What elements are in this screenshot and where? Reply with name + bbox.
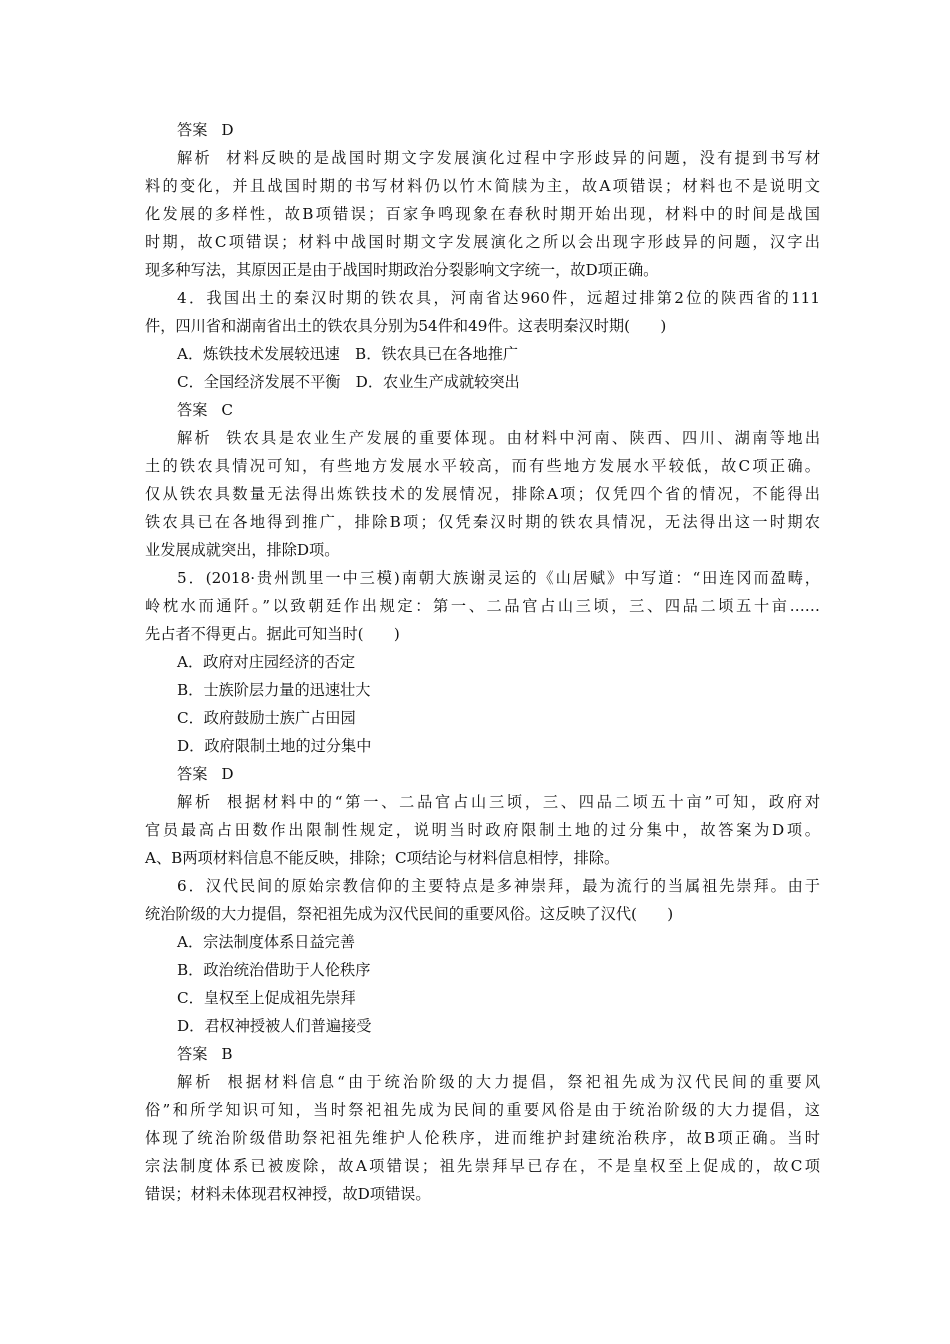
analysis-label: 解析 <box>177 1073 214 1091</box>
q4-analysis-line: 铁农具已在各地得到推广，排除B项；仅凭秦汉时期的铁农具情况，无法得出这一时期农 <box>145 513 820 531</box>
q5-stem-line: 先占者不得更占。据此可知当时( ) <box>145 625 400 643</box>
q3-analysis-line: 料的变化，并且战国时期的书写材料仍以竹木简牍为主，故A项错误；材料也不是说明文 <box>145 177 820 195</box>
q6-stem-line: 统治阶级的大力提倡，祭祀祖先成为汉代民间的重要风俗。这反映了汉代( ) <box>145 905 674 923</box>
q3-analysis-line <box>145 144 820 172</box>
q5-analysis-line: 官员最高占田数作出限制性规定，说明当时政府限制土地的过分集中，故答案为D项。 <box>145 821 820 839</box>
q6-stem-line: 6．汉代民间的原始宗教信仰的主要特点是多神崇拜，最为流行的当属祖先崇拜。由于 <box>177 877 820 895</box>
answer-label: 答案 <box>177 1045 208 1063</box>
document-page <box>145 116 820 1208</box>
q5-analysis-line <box>145 788 820 816</box>
q5-option-b: B．士族阶层力量的迅速壮大 <box>177 681 371 699</box>
analysis-label: 解析 <box>177 429 213 447</box>
analysis-label: 解析 <box>177 149 213 167</box>
answer-value: C <box>221 401 233 419</box>
q4-answer-line <box>145 396 820 424</box>
q5-option-d: D．政府限制土地的过分集中 <box>177 737 372 755</box>
q5-stem-line: 岭枕水而通阡。”以致朝廷作出规定：第一、二品官占山三顷，三、四品二顷五十亩…… <box>145 597 820 615</box>
q6-option-a: A．宗法制度体系日益完善 <box>177 933 356 951</box>
q6-analysis-line: 俗”和所学知识可知，当时祭祀祖先成为民间的重要风俗是由于统治阶级的大力提倡，这 <box>145 1101 820 1119</box>
q5-option-a: A．政府对庄园经济的否定 <box>177 653 356 671</box>
q5-stem-line: 5．(2018·贵州凯里一中三模)南朝大族谢灵运的《山居赋》中写道：“田连冈而盈畴， <box>177 569 820 587</box>
q3-analysis-line: 时期，故C项错误；材料中战国时期文字发展演化之所以会出现字形歧异的问题，汉字出 <box>145 233 820 251</box>
q4-option-line: C．全国经济发展不平衡 D．农业生产成就较突出 <box>177 373 520 391</box>
q6-analysis-line: 错误；材料未体现君权神授，故D项错误。 <box>145 1185 431 1203</box>
q5-option-c: C．政府鼓励士族广占田园 <box>177 709 356 727</box>
q4-analysis-line: 业发展成就突出，排除D项。 <box>145 541 340 559</box>
q4-stem-line: 件，四川省和湖南省出土的铁农具分别为54件和49件。这表明秦汉时期( ) <box>145 317 667 335</box>
q4-analysis-line: 仅从铁农具数量无法得出炼铁技术的发展情况，排除A项；仅凭四个省的情况，不能得出 <box>145 485 820 503</box>
q4-option-line: A．炼铁技术发展较迅速 B．铁农具已在各地推广 <box>177 345 519 363</box>
answer-value: D <box>221 765 234 783</box>
q6-option-d: D．君权神授被人们普遍接受 <box>177 1017 372 1035</box>
q4-analysis-line: 土的铁农具情况可知，有些地方发展水平较高，而有些地方发展水平较低，故C项正确。 <box>145 457 820 475</box>
q6-analysis-line: 宗法制度体系已被废除，故A项错误；祖先崇拜早已存在，不是皇权至上促成的，故C项 <box>145 1157 820 1175</box>
answer-value: D <box>221 121 234 139</box>
analysis-text: 铁农具是农业生产发展的重要体现。由材料中河南、陕西、四川、湖南等地出 <box>226 429 821 447</box>
answer-label: 答案 <box>177 765 208 783</box>
q3-analysis-line: 现多种写法，其原因正是由于战国时期政治分裂影响文字统一，故D项正确。 <box>145 261 659 279</box>
answer-label: 答案 <box>177 401 208 419</box>
q6-option-c: C．皇权至上促成祖先崇拜 <box>177 989 356 1007</box>
analysis-text: 根据材料信息“由于统治阶级的大力提倡，祭祀祖先成为汉代民间的重要风 <box>227 1073 821 1091</box>
q5-analysis-line: A、B两项材料信息不能反映，排除；C项结论与材料信息相悖，排除。 <box>145 849 620 867</box>
q6-option-b: B．政治统治借助于人伦秩序 <box>177 961 371 979</box>
q5-answer-line <box>145 760 820 788</box>
answer-label: 答案 <box>177 121 208 139</box>
q3-analysis-line: 化发展的多样性，故B项错误；百家争鸣现象在春秋时期开始出现，材料中的时间是战国 <box>145 205 820 223</box>
analysis-label: 解析 <box>177 793 213 811</box>
analysis-text: 根据材料中的“第一、二品官占山三顷，三、四品二顷五十亩”可知，政府对 <box>226 793 821 811</box>
q6-analysis-line <box>145 1068 820 1096</box>
q4-stem-line: 4．我国出土的秦汉时期的铁农具，河南省达960件，远超过排第2位的陕西省的111 <box>177 289 820 307</box>
answer-value: B <box>221 1045 233 1063</box>
q6-answer-line <box>145 1040 820 1068</box>
q3-answer-line <box>145 116 820 144</box>
analysis-text: 材料反映的是战国时期文字发展演化过程中字形歧异的问题，没有提到书写材 <box>226 149 821 167</box>
q4-analysis-line <box>145 424 820 452</box>
q6-analysis-line: 体现了统治阶级借助祭祀祖先维护人伦秩序，进而维护封建统治秩序，故B项正确。当时 <box>145 1129 820 1147</box>
